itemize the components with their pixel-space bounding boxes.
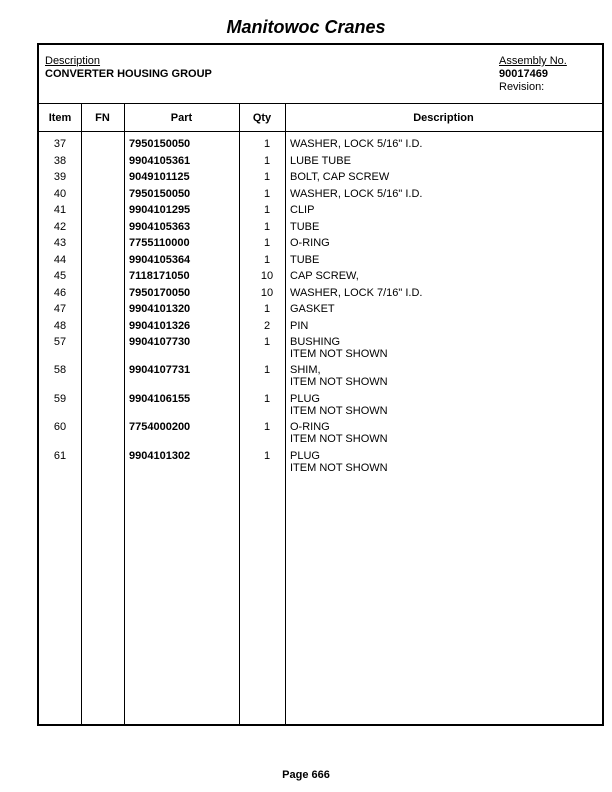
part-description-cell: [290, 336, 388, 360]
part-description-cell: [290, 204, 314, 216]
item-number: 40: [53, 187, 67, 200]
quantity: 1: [263, 154, 271, 167]
part-description: TUBE: [290, 220, 320, 233]
part-number: 7118171050: [129, 270, 190, 282]
part-note: ITEM NOT SHOWN: [290, 433, 388, 445]
item-number: 37: [53, 138, 67, 150]
part-description-cell: [290, 221, 319, 233]
part-description-cell: [290, 450, 388, 474]
part-number: 9904105363: [129, 220, 191, 233]
part-note: ITEM NOT SHOWN: [290, 405, 388, 417]
part-description-cell: [290, 421, 388, 445]
item-number: 60: [53, 421, 67, 433]
quantity: 1: [263, 364, 271, 376]
part-number: 7950170050: [129, 286, 191, 299]
part-description: WASHER, LOCK 7/16" I.D.: [290, 286, 423, 299]
item-number: 38: [53, 154, 67, 167]
part-number: 9904105361: [129, 154, 191, 167]
part-number: 9904101326: [129, 319, 191, 332]
quantity: 1: [263, 138, 271, 150]
page-title: Manitowoc Cranes: [226, 17, 386, 37]
part-number: 9904106155: [129, 393, 191, 405]
column-header-item: Item: [48, 112, 72, 124]
part-description: LUBE TUBE: [290, 154, 351, 167]
quantity: 1: [263, 220, 271, 233]
page-number: Page 666: [282, 769, 330, 781]
part-description: PIN: [290, 319, 309, 332]
column-divider: [81, 104, 82, 724]
quantity: 1: [263, 336, 271, 348]
column-divider: [124, 104, 125, 724]
quantity: 1: [263, 171, 271, 183]
quantity: 1: [263, 303, 271, 315]
quantity: 1: [263, 237, 271, 249]
part-number: 9904101295: [129, 204, 191, 216]
quantity: 1: [263, 393, 271, 405]
item-number: 45: [53, 270, 67, 282]
quantity: 1: [263, 450, 271, 462]
part-description: PLUG: [290, 393, 320, 405]
revision-label: Revision:: [499, 81, 545, 93]
part-description-cell: [290, 303, 335, 315]
part-description: PLUG: [290, 450, 320, 462]
part-description: O-RING: [290, 421, 330, 433]
quantity: 10: [260, 286, 274, 299]
item-number: 41: [53, 204, 67, 216]
item-number: 43: [53, 237, 67, 249]
part-description-cell: [290, 188, 422, 200]
item-number: 42: [53, 220, 67, 233]
part-description-cell: [290, 237, 330, 249]
part-note: ITEM NOT SHOWN: [290, 376, 388, 388]
part-number: 7755110000: [129, 237, 190, 249]
part-number: 7950150050: [129, 138, 191, 150]
description-label: Description: [45, 55, 101, 67]
part-description: WASHER, LOCK 5/16" I.D.: [290, 138, 423, 150]
item-number: 44: [53, 253, 67, 266]
item-number: 57: [53, 336, 67, 348]
part-description: BOLT, CAP SCREW: [290, 171, 390, 183]
column-header-part: Part: [170, 112, 193, 124]
part-description: O-RING: [290, 237, 330, 249]
part-description: WASHER, LOCK 5/16" I.D.: [290, 187, 423, 200]
quantity: 10: [260, 270, 274, 282]
column-header-qty: Qty: [252, 112, 272, 124]
quantity: 1: [263, 204, 271, 216]
item-number: 39: [53, 171, 67, 183]
assembly-number: 90017469: [499, 68, 548, 80]
column-header-fn: FN: [95, 112, 110, 124]
part-description-cell: [290, 287, 422, 299]
part-description: BUSHING: [290, 336, 341, 348]
column-header-description: Description: [413, 112, 474, 124]
assembly-description: CONVERTER HOUSING GROUP: [45, 68, 212, 80]
part-note: ITEM NOT SHOWN: [290, 348, 388, 360]
part-number: 9904107731: [129, 364, 191, 376]
part-description-cell: [290, 155, 351, 167]
assembly-header: [39, 45, 602, 104]
part-note: ITEM NOT SHOWN: [290, 462, 388, 474]
quantity: 1: [263, 253, 271, 266]
part-number: 7754000200: [129, 421, 191, 433]
item-number: 47: [53, 303, 67, 315]
quantity: 1: [263, 187, 271, 200]
part-description-cell: [290, 320, 308, 332]
part-number: 9904101320: [129, 303, 191, 315]
part-description-cell: [290, 254, 319, 266]
part-number: 9904105364: [129, 253, 191, 266]
part-number: 7950150050: [129, 187, 191, 200]
part-description: GASKET: [290, 303, 335, 315]
part-description: SHIM,: [290, 364, 321, 376]
item-number: 48: [53, 319, 67, 332]
item-number: 59: [53, 393, 67, 405]
part-description-cell: [290, 171, 389, 183]
part-description-cell: [290, 270, 359, 282]
part-description: CLIP: [290, 204, 315, 216]
part-number: 9049101125: [129, 171, 190, 183]
assembly-number-label: Assembly No.: [499, 55, 567, 67]
quantity: 2: [263, 319, 271, 332]
item-number: 46: [53, 286, 67, 299]
part-number: 9904101302: [129, 450, 191, 462]
part-description: CAP SCREW,: [290, 270, 359, 282]
part-description-cell: [290, 393, 388, 417]
quantity: 1: [263, 421, 271, 433]
item-number: 58: [53, 364, 67, 376]
parts-list-frame: [37, 43, 604, 726]
item-number: 61: [53, 450, 67, 462]
part-number: 9904107730: [129, 336, 191, 348]
part-description-cell: [290, 138, 422, 150]
part-description: TUBE: [290, 253, 320, 266]
part-description-cell: [290, 364, 388, 388]
